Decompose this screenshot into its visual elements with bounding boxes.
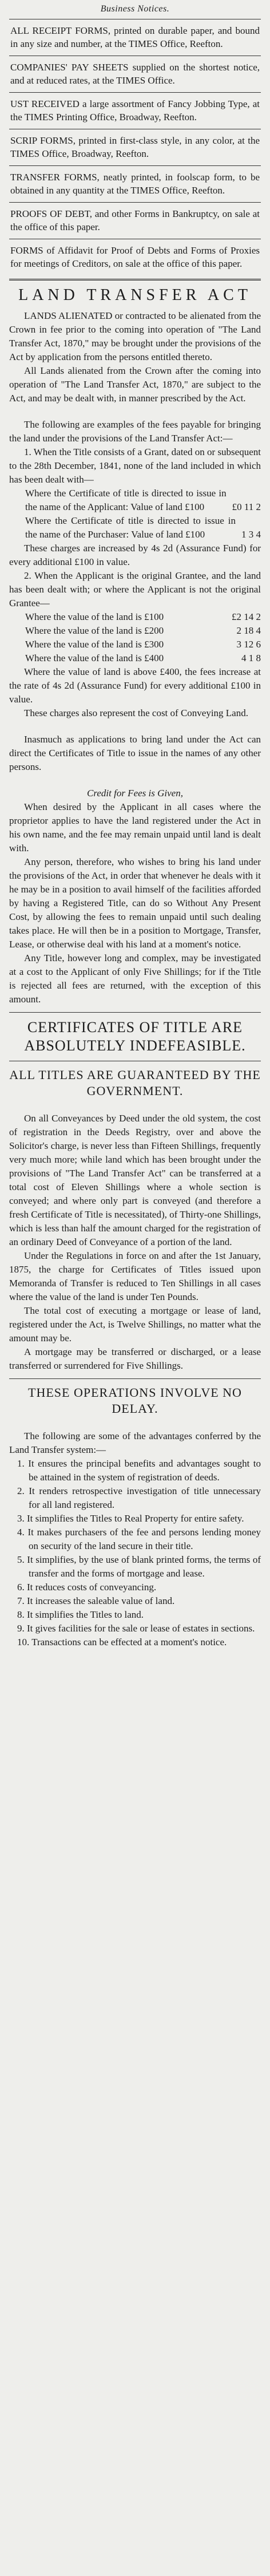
certificates-heading: CERTIFICATES OF TITLE ARE ABSOLUTELY INDEFEASIBLE. [24,1019,246,1054]
fee-row [9,638,261,651]
advantage-item: 10. Transactions can be effected at a moment's notice. [17,1637,227,1647]
double-rule [9,279,261,280]
fee-row [9,487,261,514]
advert-text: PROOFS OF DEBT, and other Forms in Bankruptcy, on sale at the office of this paper. [10,208,260,232]
advantage-item: 6. It reduces costs of conveyancing. [17,1582,157,1593]
advert-1 [9,19,261,56]
advantage-item: 8. It simplifies the Titles to land. [17,1609,144,1620]
fee-label: Where the Certificate of title is directed to issue in the name of the Applicant: Value of land £100 [25,488,227,512]
fee-row [9,610,261,624]
fee-amount: £0 11 2 [232,501,261,512]
advert-3 [9,92,261,129]
advert-6 [9,202,261,239]
fee-row [9,514,261,542]
advert-text: FORMS of Affidavit for Proof of Debts and Forms of Proxies for meetings of Creditors, on sale at the office of this paper. [10,245,260,269]
total-cost-para: The total cost of executing a mortgage or lease of land, registered under the Act, is Twelve Shillings, no matter what the amount may be. [9,1305,261,1344]
fee-row [9,624,261,638]
fees-intro: The following are examples of the fees payable for bringing the land under the provisions of the Land Transfer Act:— [9,419,261,444]
advantage-item: 4. It makes purchasers of the fee and persons lending money on security of the land secure in their title. [17,1527,261,1551]
page [9,0,261,1649]
advert-text: SCRIP FORMS, printed in first-class style, in any color, at the TIMES Office, Broadway, Reefton. [10,135,260,159]
rule-1 [9,1012,261,1013]
all-lands-para: All Lands alienated from the Crown after the coming into operation of "The Land Transfer Act, 1870," are subject to the Act, and may be dealt with, in manner prescribed by the Act. [9,365,261,404]
land-transfer-body [9,309,261,1649]
advert-text: COMPANIES' PAY SHEETS supplied on the shortest notice, and at reduced rates, at the TIMES Office. [10,62,260,86]
lands-alienated-para: LANDS ALIENATED or contracted to be alienated from the Crown in fee prior to the coming into operation of "The Land Transfer Act, 1870," may be brought under the provisions of the Act by application from the persons entitled thereto. [9,310,261,362]
advantages-intro: The following are some of the advantages conferred by the Land Transfer system:— [9,1431,261,1455]
any-person-para: Any person, therefore, who wishes to bring his land under the provisions of the Act, in order that whenever he deals with it he may be in a position to avail himself of the facilities afforded by having a Registered Title, can do so Without Any Present Cost, by allowing the fees to remain unpaid until such dealing takes place. He will then be in a position to Mortgage, Transfer, Lease, or otherwise deal with his land at a moment's notice. [9,856,261,950]
fee-row [9,651,261,665]
advert-text: UST RECEIVED a large assortment of Fancy Jobbing Type, at the TIMES Printing Office, Broadway, Reefton. [10,98,260,123]
inasmuch-para: Inasmuch as applications to bring land under the Act can direct the Certificates of Title to issue in the names of any other persons. [9,734,261,772]
advantage-item: 3. It simplifies the Titles to Real Property for entire safety. [17,1513,244,1524]
credit-head: Credit for Fees is Given, [87,788,183,799]
advantage-item: 7. It increases the saleable value of land. [17,1595,175,1606]
fee-amount: £2 14 2 [232,611,261,622]
fee-amount: 2 18 4 [236,625,261,636]
credit-text: When desired by the Applicant in all cases where the proprietor applies to have the land registered under the Act in his own name, and the fee may remain unpaid until land is dealt with. [9,801,261,854]
advert-list [9,19,261,275]
fee-amount: 1 3 4 [241,529,261,540]
no-delay-heading: THESE OPERATIONS INVOLVE NO DELAY. [28,1385,242,1416]
fee-label: Where the Certificate of title is directed to issue in the name of the Purchaser: Value of land £100 [25,515,236,540]
fees-case-1: 1. When the Title consists of a Grant, dated on or subsequent to the 28th December, 1841, none of the land included in which has been dealt with— [9,447,261,485]
fee-label: Where the value of the land is £200 [25,625,164,636]
fee-amount: 4 1 8 [241,653,261,663]
advert-text: ALL RECEIPT FORMS, printed on durable paper, and bound in any size and number, at the TIMES Office, Reefton. [10,25,260,49]
regulations-para: Under the Regulations in force on and after the 1st January, 1875, the charge for Certificates of Titles issued upon Memoranda of Transfer is reduced to Ten Shillings in all cases where the value of the land is under Ten Pounds. [9,1250,261,1302]
advert-5 [9,165,261,202]
any-title-para: Any Title, however long and complex, may be investigated at a cost to the Applicant of only Five Shillings; for if the Title is rejected all fees are returned, with the exception of this amount. [9,953,261,1005]
mortgage-para: A mortgage may be transferred or discharged, or a lease transferred or surrendered for Five Shillings. [9,1346,261,1371]
advantages-list [9,1457,261,1649]
advert-2 [9,56,261,92]
advert-text: TRANSFER FORMS, neatly printed, in foolscap form, to be obtained in any quantity at the TIMES Office, Reefton. [10,172,260,196]
fee-label: Where the value of the land is £300 [25,639,164,650]
rule-3 [9,1378,261,1379]
fees-note-3: These charges also represent the cost of Conveying Land. [24,708,248,718]
section-header: Business Notices. [100,4,170,14]
advert-4 [9,129,261,165]
advert-7 [9,239,261,275]
conveyances-para: On all Conveyances by Deed under the old system, the cost of registration in the Deeds Registry, over and above the Solicitor's charge, is never less than Fifteen Shillings, frequently very much more; while land which has been brought under the provisions of "The Land Transfer Act" can be transferred at a total cost of Eleven Shillings where a whole section is conveyed; and where only part is conveyed (and therefore a fresh Certificate of Title is necessitated), of Thirty-one Shillings, which is less than half the amount charged for the registration of an ordinary Deed of Conveyance of a portion of the land. [9,1113,261,1247]
fees-note-2: Where the value of land is above £400, the fees increase at the rate of 4s 2d (Assurance Fund) for every additional £100 in value. [9,666,261,705]
fee-label: Where the value of the land is £100 [25,611,164,622]
advantage-item: 1. It ensures the principal benefits and advantages sought to be attained in the system of registration of deeds. [17,1458,261,1483]
fees-table-b [9,610,261,665]
fees-case-2: 2. When the Applicant is the original Grantee, and the land has been dealt with; or where the Applicant is not the original Grantee— [9,570,261,609]
advantage-item: 5. It simplifies, by the use of blank printed forms, the terms of transfer and the forms of mortgage and lease. [17,1554,261,1579]
fee-label: Where the value of the land is £400 [25,653,164,663]
fees-note: These charges are increased by 4s 2d (Assurance Fund) for every additional £100 in value. [9,543,261,567]
fees-table-a [9,487,261,542]
land-transfer-act-title: LAND TRANSFER ACT [18,286,252,304]
advantage-item: 2. It renders retrospective investigation of title unnecessary for all land registered. [17,1485,261,1510]
advantage-item: 9. It gives facilities for the sale or lease of estates in sections. [17,1623,255,1634]
guaranteed-heading: ALL TITLES ARE GUARANTEED BY THE GOVERNMENT. [9,1068,261,1098]
fee-amount: 3 12 6 [236,639,261,650]
